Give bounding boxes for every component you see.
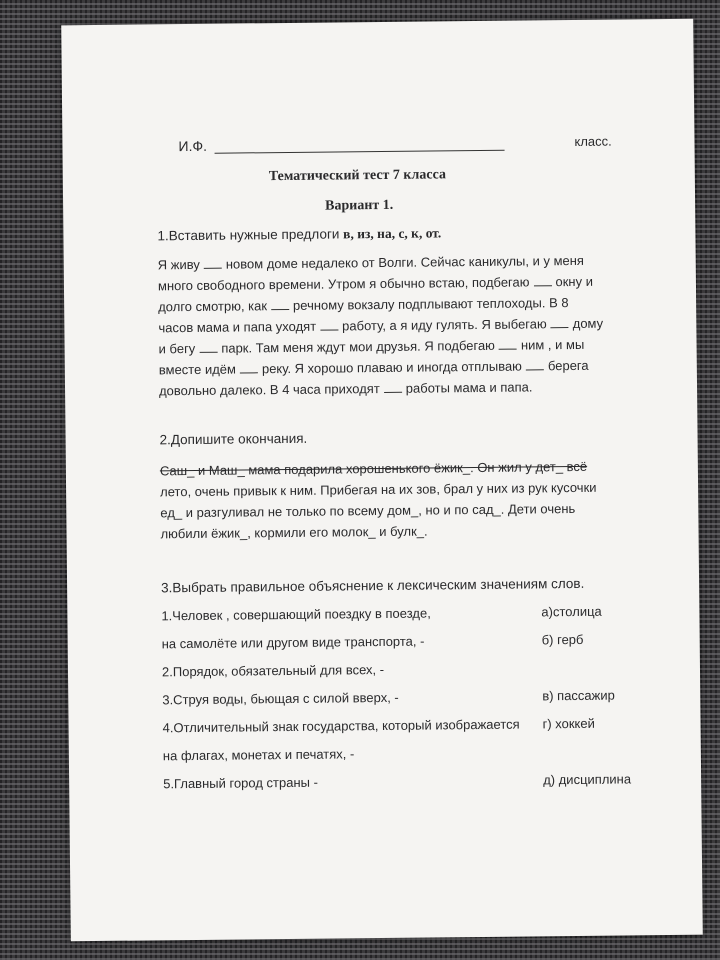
match-row: [161, 631, 584, 652]
task2-line: лето, очень привык к ним. Прибегая на их зов, брал у них из рук кусочки: [160, 479, 597, 500]
task3-heading: 3.Выбрать правильное объяснение к лексическим значениям слов.: [161, 575, 585, 596]
match-term: б) герб: [541, 631, 584, 648]
task1-text: [158, 250, 604, 402]
task1-line: и бегу парк. Там меня ждут мои друзья. Я подбегаю ним , и мы: [158, 336, 585, 357]
task1-line: Я живу новом доме недалеко от Волги. Сейчас каникулы, и у меня: [157, 252, 585, 273]
match-row: [163, 771, 632, 792]
match-definition: на флагах, монетах и печатях, -: [162, 746, 355, 764]
task2-heading: 2.Допишите окончания.: [159, 430, 308, 448]
match-definition: на самолёте или другом виде транспорта, -: [161, 633, 425, 652]
match-row: [162, 715, 595, 736]
match-row: [162, 687, 615, 708]
task1-line: часов мама и папа уходят работу, а я иду гулять. Я выбегаю дому: [158, 315, 604, 336]
task1-line: долго смотрю, как речному вокзалу подплывают теплоходы. В 8: [158, 295, 569, 315]
match-term: г) хоккей: [542, 715, 595, 732]
match-row: [163, 746, 355, 763]
match-row: [161, 603, 602, 624]
task2-line: Саш_ и Маш_ мама подарила хорошенького ёжик_. Он жил у дет_ всё: [159, 458, 588, 479]
match-term: в) пассажир: [542, 687, 615, 704]
test-sheet: [61, 19, 703, 942]
variant-label: Вариант 1.: [325, 197, 394, 214]
match-definition: 5.Главный город страны -: [163, 774, 318, 792]
task2-line: любили ёжик_, кормили его молок_ и булк_.: [160, 523, 428, 542]
task2-line: ед_ и разгуливал не только по всему дом_, но и по сад_. Дети очень: [160, 500, 576, 521]
match-term: а)столица: [541, 603, 602, 620]
match-definition: 1.Человек , совершающий поездку в поезде,: [161, 605, 431, 624]
match-definition: 2.Порядок, обязательный для всех, -: [161, 661, 385, 680]
initials-label: И.Ф.: [178, 137, 208, 155]
name-fill-line: [215, 149, 505, 154]
match-definition: 4.Отличительный знак государства, который изображается: [162, 716, 520, 736]
test-title: Тематический тест 7 класса: [268, 167, 446, 185]
task1-line: довольно далеко. В 4 часа приходят работы мама и папа.: [158, 379, 533, 399]
task2-text: [160, 456, 597, 545]
match-term: д) дисциплина: [543, 771, 632, 788]
task1-line: много свободного времени. Утром я обычно встаю, подбегаю окну и: [157, 273, 594, 294]
match-definition: 3.Струя воды, бьющая с силой вверх, -: [162, 689, 399, 708]
task1-line: вместе идём реку. Я хорошо плаваю и иногда отплываю берега: [158, 357, 589, 378]
class-label: класс.: [574, 133, 612, 149]
match-row: [162, 662, 384, 679]
task1-heading: 1.Вставить нужные предлоги в, из, на, с, к, от.: [157, 225, 442, 244]
